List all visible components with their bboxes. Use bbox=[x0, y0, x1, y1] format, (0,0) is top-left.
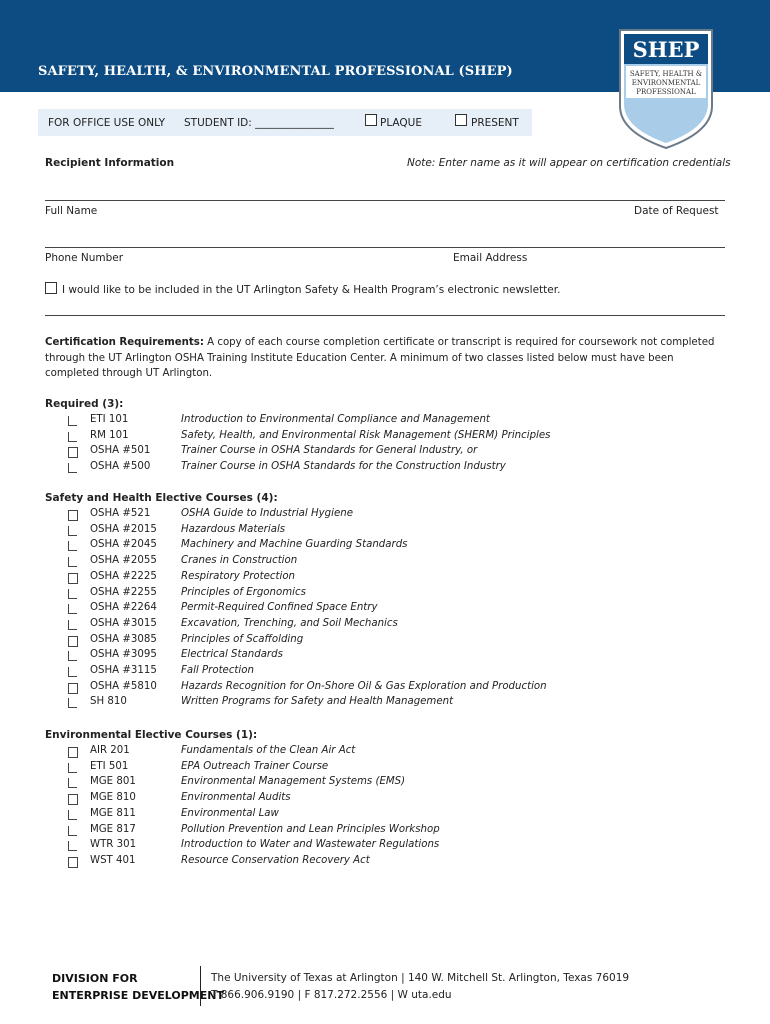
office-use-label: FOR OFFICE USE ONLY bbox=[48, 117, 165, 129]
safety-heading: Safety and Health Elective Courses (4): bbox=[45, 492, 278, 504]
course-code: OSHA #3095 bbox=[90, 649, 157, 661]
course-checkbox[interactable] bbox=[68, 810, 77, 820]
footer-phone: T 866.906.9190 | F 817.272.2556 | W uta.edu bbox=[211, 989, 452, 1001]
badge-line-2: ENVIRONMENTAL bbox=[631, 79, 701, 87]
course-row bbox=[68, 855, 668, 871]
course-checkbox[interactable] bbox=[68, 857, 78, 868]
course-code: OSHA #2255 bbox=[90, 586, 157, 598]
course-title: Hazardous Materials bbox=[181, 523, 286, 535]
newsletter-checkbox[interactable] bbox=[45, 282, 57, 294]
course-checkbox[interactable] bbox=[68, 416, 77, 426]
course-code: RM 101 bbox=[90, 429, 129, 441]
course-row bbox=[68, 618, 668, 634]
course-title: Safety, Health, and Environmental Risk Management (SHERM) Principles bbox=[181, 429, 551, 441]
course-checkbox[interactable] bbox=[68, 589, 77, 599]
course-row bbox=[68, 761, 668, 777]
course-checkbox[interactable] bbox=[68, 573, 78, 584]
course-title: Introduction to Water and Wastewater Regulations bbox=[181, 839, 440, 851]
requirements-heading: Certification Requirements: bbox=[45, 337, 204, 348]
shep-shield-logo bbox=[618, 28, 714, 150]
phone-divider bbox=[45, 247, 725, 248]
course-checkbox[interactable] bbox=[68, 794, 78, 805]
full-name-field[interactable]: Full Name bbox=[45, 205, 98, 217]
footer-contact bbox=[211, 970, 629, 1004]
course-checkbox[interactable] bbox=[68, 667, 77, 677]
course-checkbox[interactable] bbox=[68, 651, 77, 661]
course-checkbox[interactable] bbox=[68, 683, 78, 694]
course-row bbox=[68, 681, 668, 697]
present-label: PRESENT bbox=[471, 117, 519, 129]
course-title: Introduction to Environmental Compliance and Management bbox=[181, 414, 490, 425]
course-code: OSHA #2015 bbox=[90, 523, 157, 535]
course-title: Environmental Management Systems (EMS) bbox=[181, 776, 406, 788]
course-code: ETI 101 bbox=[90, 414, 129, 425]
course-row bbox=[68, 508, 668, 524]
badge-line-3: PROFESSIONAL bbox=[636, 88, 696, 96]
requirements-text: A copy of each course completion certificate or transcript is required for coursework not completed through the UT Arlington OSHA Training Institute Education Center. A minimum of two classes listed below must have been completed through UT Arlington. bbox=[45, 337, 715, 380]
course-row bbox=[68, 539, 668, 555]
course-title: OSHA Guide to Industrial Hygiene bbox=[181, 508, 353, 519]
course-row bbox=[68, 792, 668, 808]
course-title: Principles of Scaffolding bbox=[181, 633, 304, 645]
plaque-label: PLAQUE bbox=[380, 117, 423, 129]
badge-title: SHEP bbox=[632, 37, 700, 62]
phone-number-field[interactable]: Phone Number bbox=[45, 252, 124, 264]
section-divider bbox=[45, 315, 725, 316]
course-row bbox=[68, 414, 668, 430]
course-checkbox[interactable] bbox=[68, 747, 78, 758]
course-title: Written Programs for Safety and Health Management bbox=[181, 696, 454, 708]
page-title: SAFETY, HEALTH, & ENVIRONMENTAL PROFESSIONAL (SHEP) bbox=[38, 64, 513, 79]
course-row bbox=[68, 824, 668, 840]
recipient-heading: Recipient Information bbox=[45, 157, 175, 169]
course-title: Permit-Required Confined Space Entry bbox=[181, 602, 378, 614]
division-logo bbox=[52, 970, 224, 1004]
course-row bbox=[68, 571, 668, 587]
course-code: OSHA #2045 bbox=[90, 539, 157, 551]
course-title: Electrical Standards bbox=[181, 649, 283, 661]
course-code: ETI 501 bbox=[90, 760, 129, 772]
course-title: Resource Conservation Recovery Act bbox=[181, 854, 370, 866]
course-row bbox=[68, 524, 668, 540]
course-title: Environmental Law bbox=[181, 807, 279, 819]
course-code: MGE 810 bbox=[90, 792, 136, 804]
footer-divider bbox=[200, 966, 201, 1006]
course-title: Trainer Course in OSHA Standards for the Construction Industry bbox=[181, 461, 506, 473]
course-row bbox=[68, 808, 668, 824]
course-row bbox=[68, 602, 668, 618]
name-divider bbox=[45, 200, 725, 201]
required-heading: Required (3): bbox=[45, 398, 124, 410]
course-row bbox=[68, 555, 668, 571]
course-checkbox[interactable] bbox=[68, 447, 78, 458]
course-code: OSHA #3085 bbox=[90, 633, 157, 645]
course-code: SH 810 bbox=[90, 696, 127, 708]
course-checkbox[interactable] bbox=[68, 763, 77, 773]
course-title: Pollution Prevention and Lean Principles Workshop bbox=[181, 823, 440, 835]
name-note: Note: Enter name as it will appear on certification credentials bbox=[407, 157, 731, 169]
course-code: OSHA #2055 bbox=[90, 555, 157, 567]
email-address-field[interactable]: Email Address bbox=[453, 252, 528, 264]
course-code: MGE 811 bbox=[90, 807, 136, 819]
course-checkbox[interactable] bbox=[68, 826, 77, 836]
course-code: OSHA #3015 bbox=[90, 617, 157, 629]
course-code: OSHA #2264 bbox=[90, 602, 157, 614]
course-code: WTR 301 bbox=[90, 839, 137, 851]
course-row bbox=[68, 665, 668, 681]
course-checkbox[interactable] bbox=[68, 604, 77, 614]
course-title: Respiratory Protection bbox=[181, 570, 296, 582]
course-title: EPA Outreach Trainer Course bbox=[181, 760, 329, 772]
course-code: OSHA #2225 bbox=[90, 570, 157, 582]
course-row bbox=[68, 445, 668, 461]
course-code: MGE 817 bbox=[90, 823, 136, 835]
course-title: Excavation, Trenching, and Soil Mechanics bbox=[181, 617, 398, 629]
course-title: Hazards Recognition for On-Shore Oil & Gas Exploration and Production bbox=[181, 680, 547, 692]
environmental-heading: Environmental Elective Courses (1): bbox=[45, 729, 258, 741]
course-row bbox=[68, 634, 668, 650]
course-checkbox[interactable] bbox=[68, 778, 77, 788]
course-checkbox[interactable] bbox=[68, 526, 77, 536]
course-title: Environmental Audits bbox=[181, 792, 291, 804]
course-code: OSHA #501 bbox=[90, 445, 151, 457]
course-code: OSHA #5810 bbox=[90, 680, 157, 692]
newsletter-label: I would like to be included in the UT Arlington Safety & Health Program’s electronic newsletter. bbox=[62, 284, 561, 296]
course-checkbox[interactable] bbox=[68, 432, 77, 442]
course-title: Cranes in Construction bbox=[181, 555, 298, 567]
division-line-2: ENTERPRISE DEVELOPMENT bbox=[52, 989, 224, 1002]
course-row bbox=[68, 649, 668, 665]
course-title: Fall Protection bbox=[181, 665, 254, 676]
course-title: Fundamentals of the Clean Air Act bbox=[181, 745, 356, 756]
course-row bbox=[68, 745, 668, 761]
student-id-field[interactable]: STUDENT ID: _______________ bbox=[184, 117, 334, 129]
course-code: OSHA #521 bbox=[90, 508, 151, 519]
course-checkbox[interactable] bbox=[68, 620, 77, 630]
date-of-request-field[interactable]: Date of Request bbox=[634, 205, 719, 217]
course-checkbox[interactable] bbox=[68, 636, 78, 647]
division-line-1: DIVISION FOR bbox=[52, 972, 138, 985]
course-checkbox[interactable] bbox=[68, 510, 78, 521]
course-title: Principles of Ergonomics bbox=[181, 586, 306, 598]
course-row bbox=[68, 587, 668, 603]
course-row bbox=[68, 461, 668, 477]
course-code: AIR 201 bbox=[90, 745, 130, 756]
course-checkbox[interactable] bbox=[68, 541, 77, 551]
course-checkbox[interactable] bbox=[68, 841, 77, 851]
course-code: OSHA #3115 bbox=[90, 665, 157, 676]
footer-address: The University of Texas at Arlington | 140 W. Mitchell St. Arlington, Texas 76019 bbox=[211, 972, 630, 984]
course-checkbox[interactable] bbox=[68, 463, 77, 473]
course-checkbox[interactable] bbox=[68, 557, 77, 567]
course-code: MGE 801 bbox=[90, 776, 136, 788]
plaque-checkbox[interactable] bbox=[365, 114, 377, 126]
course-code: OSHA #500 bbox=[90, 461, 151, 473]
present-checkbox[interactable] bbox=[455, 114, 467, 126]
badge-line-1: SAFETY, HEALTH & bbox=[629, 70, 703, 78]
course-row bbox=[68, 776, 668, 792]
course-row bbox=[68, 430, 668, 446]
course-code: WST 401 bbox=[90, 854, 136, 866]
course-row bbox=[68, 839, 668, 855]
course-title: Machinery and Machine Guarding Standards bbox=[181, 539, 408, 551]
certification-requirements bbox=[45, 335, 720, 382]
course-title: Trainer Course in OSHA Standards for General Industry, or bbox=[181, 445, 478, 457]
course-row bbox=[68, 696, 668, 712]
office-use-bar bbox=[38, 109, 532, 136]
course-checkbox[interactable] bbox=[68, 698, 77, 708]
